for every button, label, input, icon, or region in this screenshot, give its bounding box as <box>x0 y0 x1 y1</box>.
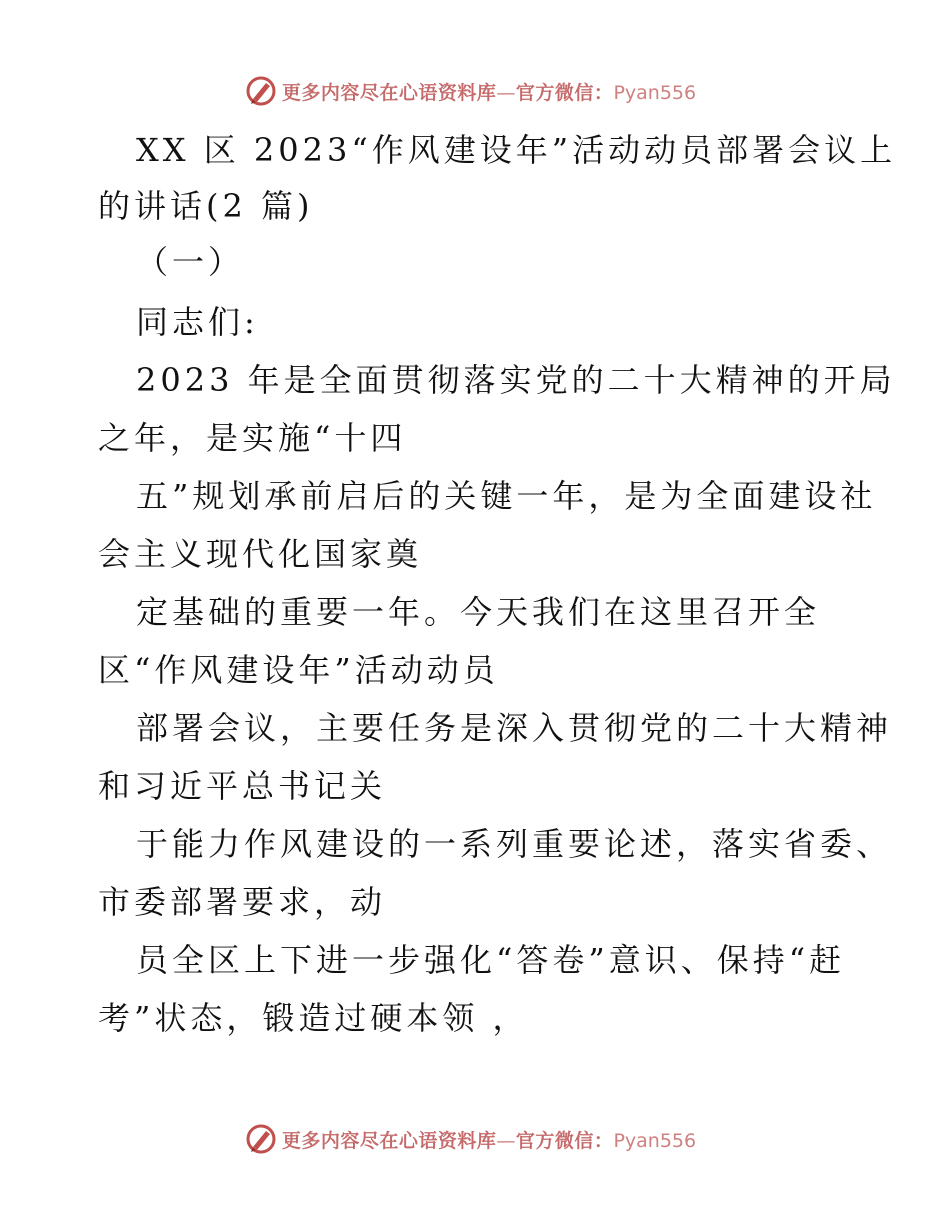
paragraph-line: 于能力作风建设的一系列重要论述，落实省委、 <box>136 825 893 863</box>
pen-logo-icon <box>244 1122 278 1156</box>
document-title-line-1: XX 区 2023“作风建设年”活动动员部署会议上 <box>136 131 897 169</box>
paragraph-line: 五”规划承前启后的关键一年，是为全面建设社 <box>136 477 877 515</box>
paragraph-line: 市委部署要求，动 <box>98 883 387 921</box>
salutation: 同志们: <box>136 303 259 341</box>
document-title-line-2: 的讲话(2 篇) <box>98 187 314 225</box>
paragraph-line: 会主义现代化国家奠 <box>98 535 423 573</box>
section-heading: （一） <box>136 243 245 281</box>
paragraph-line: 部署会议，主要任务是深入贯彻党的二十大精神 <box>136 709 893 747</box>
watermark-text: 更多内容尽在心语资料库—官方微信：Pyan556 <box>281 1129 697 1152</box>
paragraph-line: 员全区上下进一步强化“答卷”意识、保持“赶 <box>136 941 846 979</box>
paragraph-line: 和习近平总书记关 <box>98 767 387 805</box>
paragraph-line: 区“作风建设年”活动动员 <box>98 651 499 689</box>
paragraph-line: 之年，是实施“十四 <box>98 419 407 457</box>
paragraph-line: 2023 年是全面贯彻落实党的二十大精神的开局 <box>136 361 896 399</box>
header-watermark <box>0 74 950 108</box>
footer-watermark <box>0 1122 950 1156</box>
paragraph-line: 考”状态，锻造过硬本领 ， <box>98 999 529 1037</box>
paragraph-line: 定基础的重要一年。今天我们在这里召开全 <box>136 593 821 631</box>
pen-logo-icon <box>244 74 278 108</box>
watermark-text: 更多内容尽在心语资料库—官方微信：Pyan556 <box>281 81 697 104</box>
